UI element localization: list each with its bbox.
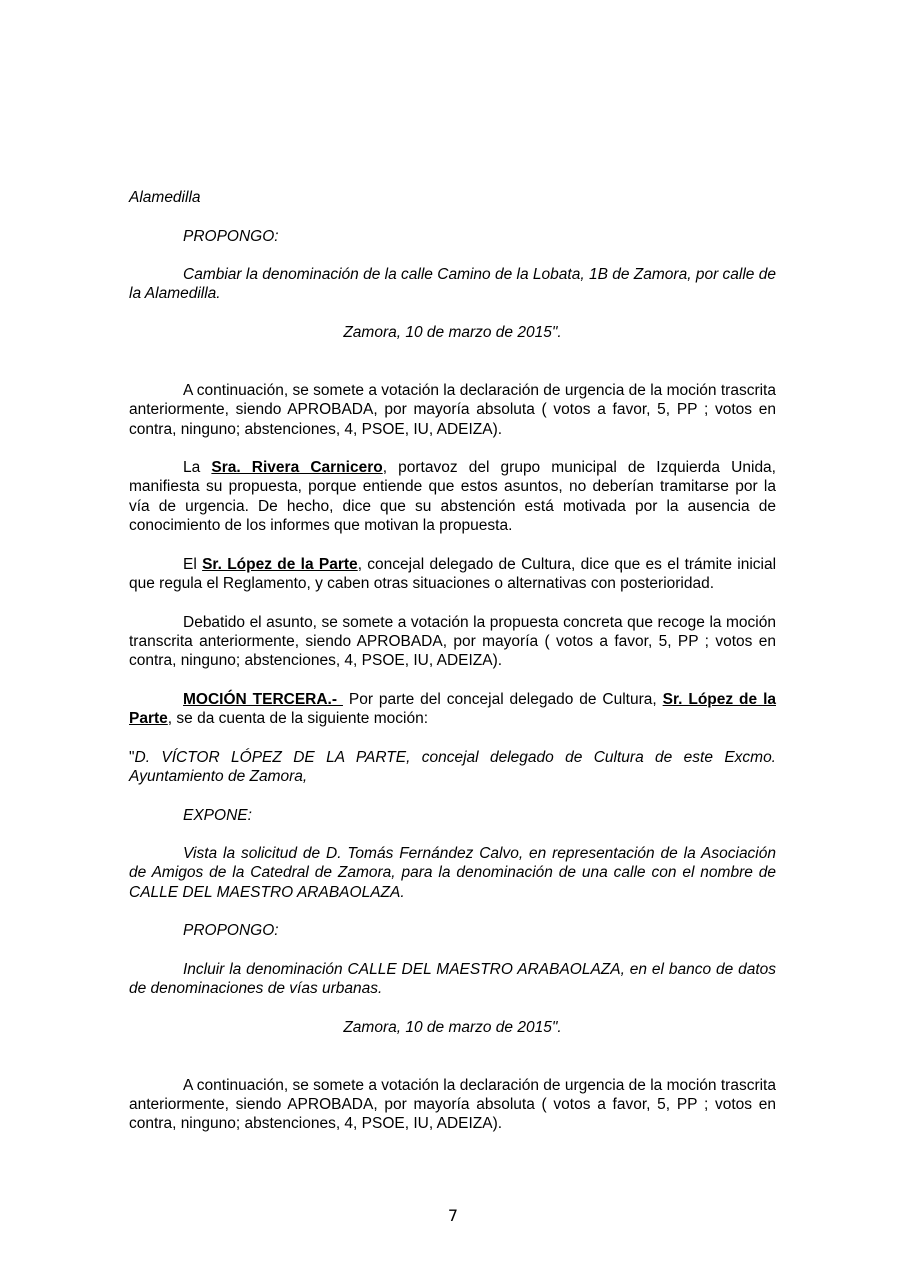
rivera-pre: La bbox=[183, 459, 212, 477]
rivera-paragraph bbox=[129, 458, 776, 535]
mocion-tercera-heading: MOCIÓN TERCERA.- bbox=[183, 690, 343, 708]
rivera-text: , portavoz del grupo municipal de Izquierda Unida, manifiesta su propuesta, porque entiende que estos asuntos, no deberían tramitarse por la vía de urgencia. De hecho, dice que su abstención está motivada por la ausencia de conocimiento de los informes que motivan la propuesta. bbox=[129, 459, 776, 535]
quote-mark: " bbox=[129, 748, 135, 766]
expone-text: Vista la solicitud de D. Tomás Fernández Calvo, en representación de la Asociación de Amigos de la Catedral de Zamora, para la denominación de una calle con el nombre de CALLE DEL MAESTRO ARABAOLAZA. bbox=[129, 845, 776, 901]
propongo-heading-1: PROPONGO: bbox=[183, 227, 279, 245]
page-number: 7 bbox=[447, 1206, 459, 1225]
fragment-text: Alamedilla bbox=[129, 189, 201, 206]
speaker-name-lopez: Sr. López de la Parte bbox=[202, 555, 358, 573]
lopez-text: , concejal delegado de Cultura, dice que es el trámite inicial que regula el Reglamento, y caben otras situaciones o alternativas con posterioridad. bbox=[129, 555, 777, 592]
expone-heading: EXPONE: bbox=[183, 806, 252, 824]
proposal-2: Incluir la denominación CALLE DEL MAESTRO ARABAOLAZA, en el banco de datos de denominaciones de vías urbanas. bbox=[129, 960, 776, 998]
motion3-intro-text: D. VÍCTOR LÓPEZ DE LA PARTE, concejal delegado de Cultura de este Excmo. Ayuntamiento de Zamora, bbox=[129, 748, 776, 785]
mocion-tercera-text: , se da cuenta de la siguiente moción: bbox=[167, 710, 429, 728]
lopez-paragraph bbox=[129, 555, 776, 594]
vote-urgency-2: A continuación, se somete a votación la declaración de urgencia de la moción trascrita anteriormente, siendo APROBADA, por mayoría absoluta ( votos a favor, 5, PP ; votos en contra, ninguno; abstenciones, 4, PSOE, IU, ADEIZA). bbox=[129, 1076, 776, 1133]
speaker-name-lopez-2: Sr. López de la Parte bbox=[129, 690, 776, 728]
propongo-heading-2: PROPONGO: bbox=[183, 922, 279, 940]
lopez-pre: El bbox=[183, 555, 203, 573]
motion3-intro bbox=[129, 748, 776, 787]
debate-paragraph: Debatido el asunto, se somete a votación la propuesta concreta que recoge la moción transcrita anteriormente, siendo APROBADA, por mayoría ( votos a favor, 5, PP ; votos en contra, ninguno; abstenciones, 4, PSOE, IU, ADEIZA). bbox=[129, 613, 776, 670]
vote-urgency-1: A continuación, se somete a votación la declaración de urgencia de la moción trascrita anteriormente, siendo APROBADA, por mayoría absoluta ( votos a favor, 5, PP ; votos en contra, ninguno; abstenciones, 4, PSOE, IU, ADEIZA). bbox=[129, 381, 776, 438]
speaker-name-rivera: Sra. Rivera Carnicero bbox=[211, 459, 383, 477]
proposal-1: Cambiar la denominación de la calle Camino de la Lobata, 1B de Zamora, por calle de la Alamedilla. bbox=[129, 266, 776, 303]
mocion-tercera-paragraph bbox=[129, 690, 776, 729]
date-1: Zamora, 10 de marzo de 2015". bbox=[343, 324, 562, 342]
mocion-tercera-pre: Por parte del concejal delegado de Cultura, bbox=[342, 690, 663, 708]
date-2: Zamora, 10 de marzo de 2015". bbox=[343, 1018, 562, 1036]
document-page bbox=[129, 188, 776, 1134]
